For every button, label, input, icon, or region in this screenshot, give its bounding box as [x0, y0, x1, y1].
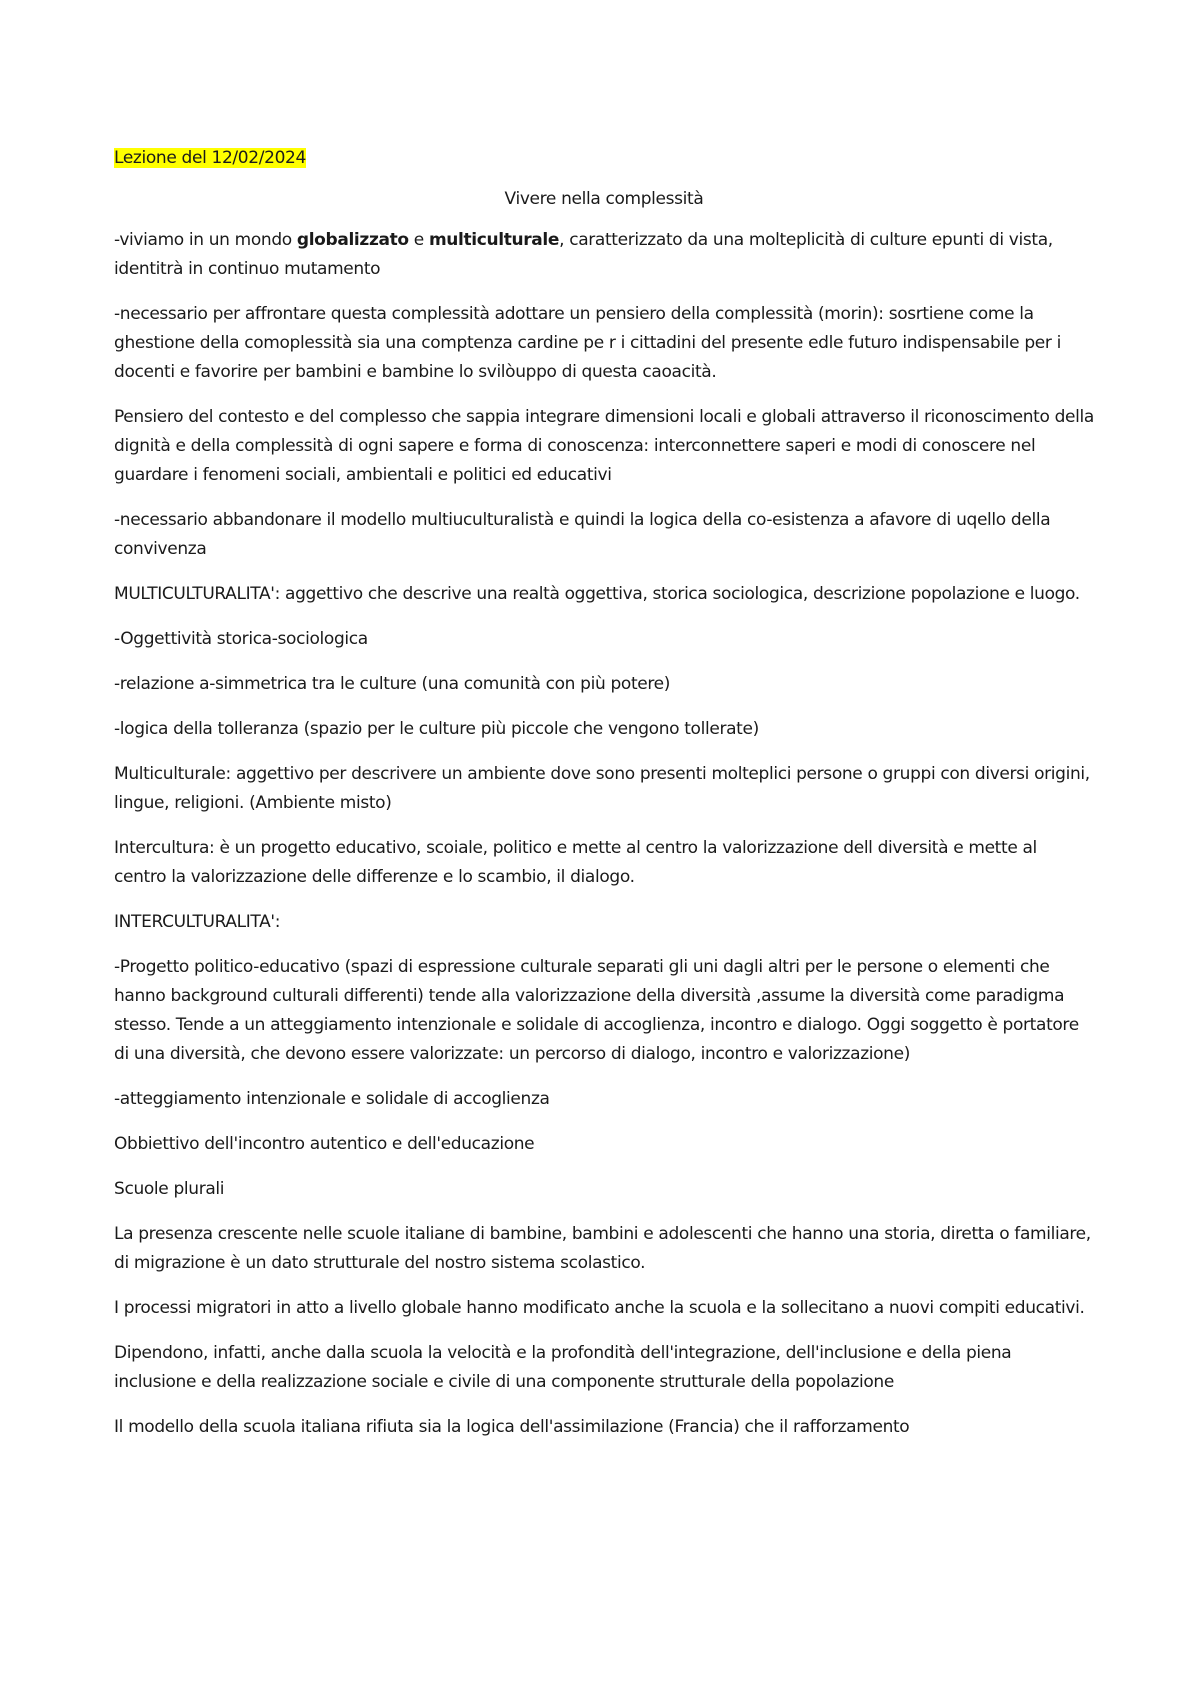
- paragraph-complexity-thinking: -necessario per affrontare questa complessità adottare un pensiero della complessità (morin): sosrtiene come la ghestione della comoplessità sia una comptenza cardine pe r i cittadini del presente edle futuro indispensabile per i docenti e favorire per bambini e bambine lo svilòuppo di questa caoacità.: [114, 304, 1061, 382]
- paragraph-objective: Obbiettivo dell'incontro autentico e dell'educazione: [114, 1134, 535, 1154]
- bold-term-multiculturale: multiculturale: [428, 230, 560, 250]
- paragraph-text: , caratterizzato da una molteplicità di culture epunti di vista, identitrà in continuo mutamento: [114, 230, 1053, 279]
- paragraph-multiculturalita: MULTICULTURALITA': aggettivo che descrive una realtà oggettiva, storica sociologica, descrizione popolazione e luogo.: [114, 584, 1080, 604]
- paragraph-intercultura-definition: Intercultura: è un progetto educativo, scoiale, politico e mette al centro la valorizzazione dell diversità e mette al centro la valorizzazione delle differenze e lo scambio, il dialogo.: [114, 838, 1037, 887]
- paragraph-growing-presence: La presenza crescente nelle scuole italiane di bambine, bambini e adolescenti che hanno una storia, diretta o familiare, di migrazione è un dato strutturale del nostro sistema scolastico.: [114, 1224, 1091, 1273]
- paragraph-text: -viviamo in un mondo: [114, 230, 297, 250]
- paragraph-school-dependence: Dipendono, infatti, anche dalla scuola la velocità e la profondità dell'integrazione, dell'inclusione e della piena inclusione e della realizzazione sociale e civile di una componente strutturale della popolazione: [114, 1343, 1012, 1392]
- document-body: [114, 144, 1094, 1458]
- paragraph-plural-schools: Scuole plurali: [114, 1179, 225, 1199]
- paragraph-italian-school-model: Il modello della scuola italiana rifiuta sia la logica dell'assimilazione (Francia) che il rafforzamento: [114, 1417, 910, 1437]
- paragraph-intentional-attitude: -atteggiamento intenzionale e solidale di accoglienza: [114, 1089, 550, 1109]
- paragraph-tolerance-logic: -logica della tolleranza (spazio per le culture più piccole che vengono tollerate): [114, 719, 759, 739]
- paragraph-abandon-model: -necessario abbandonare il modello multiuculturalistà e quindi la logica della co-esistenza a afavore di uqello della convivenza: [114, 510, 1051, 559]
- paragraph-political-educational-project: -Progetto politico-educativo (spazi di espressione culturale separati gli uni dagli altri per le persone o elementi che hanno background culturali differenti) tende alla valorizzazione della diversità ,assume la diversità come paradigma stesso. Tende a un atteggiamento intenzionale e solidale di accoglienza, incontro e dialogo. Oggi soggetto è portatore di una diversità, che devono essere valorizzate: un percorso di dialogo, incontro e valorizzazione): [114, 957, 1079, 1064]
- document-title: Vivere nella complessità: [504, 189, 704, 209]
- paragraph-text: e: [408, 230, 429, 250]
- paragraph-multiculturale-definition: Multiculturale: aggettivo per descrivere un ambiente dove sono presenti molteplici persone o gruppi con diversi origini, lingue, religioni. (Ambiente misto): [114, 764, 1090, 813]
- paragraph-interculturalita-heading: INTERCULTURALITA':: [114, 912, 281, 932]
- bold-term-globalizzato: globalizzato: [296, 230, 409, 250]
- paragraph-asymmetric-relation: -relazione a-simmetrica tra le culture (una comunità con più potere): [114, 674, 671, 694]
- paragraph-context-thinking: Pensiero del contesto e del complesso che sappia integrare dimensioni locali e globali attraverso il riconoscimento della dignità e della complessità di ogni sapere e forma di conoscenza: interconnettere saperi e modi di conoscere nel guardare i fenomeni sociali, ambientali e politici ed educativi: [114, 407, 1094, 485]
- lesson-date-line: [114, 144, 1094, 173]
- paragraph-globalized-world: [114, 226, 1094, 284]
- lesson-date: Lezione del 12/02/2024: [114, 148, 306, 168]
- paragraph-objectivity: -Oggettività storica-sociologica: [114, 629, 368, 649]
- paragraph-migration-processes: I processi migratori in atto a livello globale hanno modificato anche la scuola e la sollecitano a nuovi compiti educativi.: [114, 1298, 1085, 1318]
